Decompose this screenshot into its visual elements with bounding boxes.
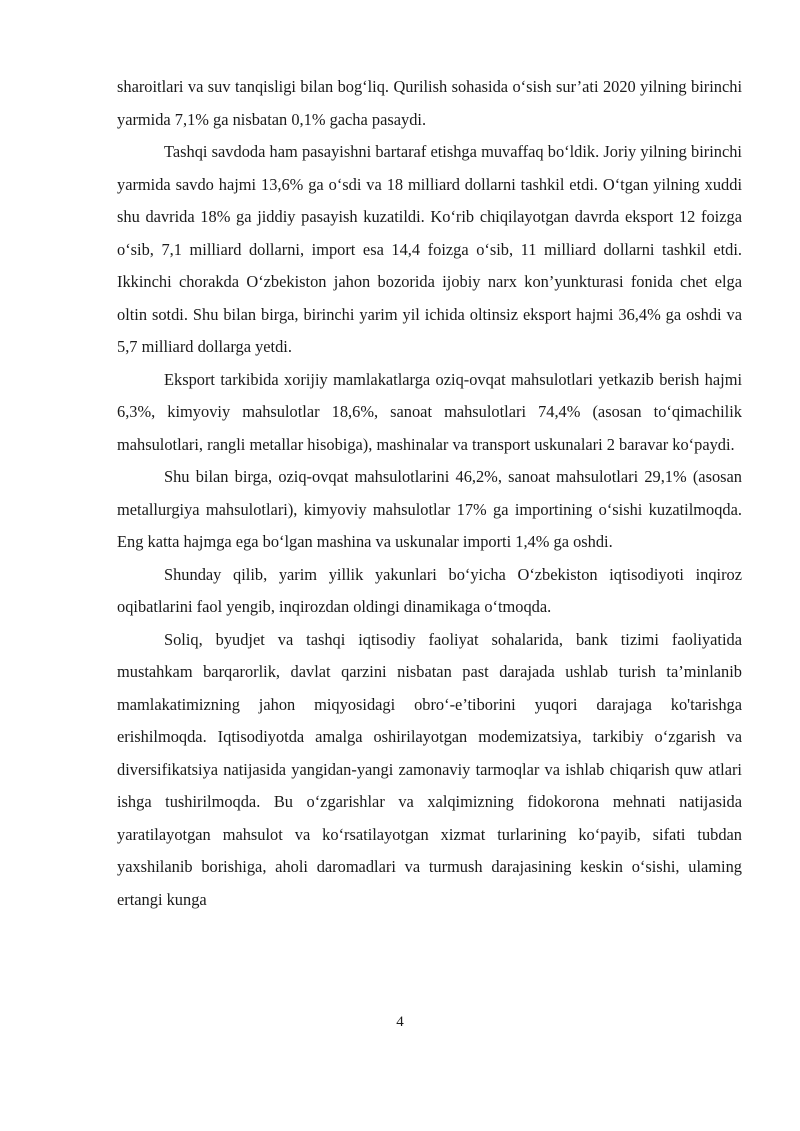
paragraph-6: Soliq, byudjet va tashqi iqtisodiy faoliyat sohalarida, bank tizimi faoliyatida mustahkam barqarorlik, davlat qarzini nisbatan past darajada ushlab turish ta’minlanib mamlakatimizning jahon miqyosidagi obro‘-e’tiborini yuqori darajaga ko'tarishga erishilmoqda. Iqtisodiyotda amalga oshirilayotgan modemizatsiya, tarkibiy o‘zgarish va diversifikatsiya natijasida yangidan-yangi zamonaviy tarmoqlar va ishlab chiqarish quw atlari ishga tushirilmoqda. Bu o‘zgarishlar va xalqimizning fidokorona mehnati natijasida yaratilayotgan mahsulot va ko‘rsatilayotgan xizmat turlarining ko‘payib, sifati tubdan yaxshilanib borishiga, aholi daromadlari va turmush darajasining keskin o‘sishi, ulaming ertangi kunga — [117, 629, 742, 909]
paragraph-3: Eksport tarkibida xorijiy mamlakatlarga oziq-ovqat mahsulotlari yetkazib berish hajmi 6,3%, kimyoviy mahsulotlar 18,6%, sanoat mahsulotlari 74,4% (asosan to‘qimachilik mahsulotlari, rangli metallar hisobiga), mashinalar va transport uskunalari 2 baravar ko‘paydi. — [117, 369, 742, 454]
body-text — [117, 71, 742, 916]
paragraph-2: Tashqi savdoda ham pasayishni bartaraf etishga muvaffaq bo‘ldik. Joriy yilning birinchi yarmida savdo hajmi 13,6% ga o‘sdi va 18 milliard dollarni tashkil etdi. O‘tgan yilning xuddi shu davrida 18% ga jiddiy pasayish kuzatildi. Ko‘rib chiqilayotgan davrda eksport 12 foizga o‘sib, 7,1 milliard dollarni, import esa 14,4 foizga o‘sib, 11 milliard dollarni tashkil etdi. Ikkinchi chorakda O‘zbekiston jahon bozorida ijobiy narx kon’yunkturasi fonida chet elga oltin sotdi. Shu bilan birga, birinchi yarim yil ichida oltinsiz eksport hajmi 36,4% ga oshdi va 5,7 milliard dollarga yetdi. — [117, 142, 742, 356]
page-number: 4 — [396, 1014, 404, 1030]
paragraph-4: Shu bilan birga, oziq-ovqat mahsulotlarini 46,2%, sanoat mahsulotlari 29,1% (asosan metallurgiya mahsulotlari), kimyoviy mahsulotlar 17% ga importining o‘sishi kuzatilmoqda. Eng katta hajmga ega bo‘lgan mashina va uskunalar importi 1,4% ga oshdi. — [117, 467, 742, 551]
paragraph-5: Shunday qilib, yarim yillik yakunlari bo‘yicha O‘zbekiston iqtisodiyoti inqiroz oqibatlarini faol yengib, inqirozdan oldingi dinamikaga o‘tmoqda. — [117, 564, 742, 616]
paragraph-1: sharoitlari va suv tanqisligi bilan bog‘liq. Qurilish sohasida o‘sish sur’ati 2020 yilning birinchi yarmida 7,1% ga nisbatan 0,1% gacha pasaydi. — [117, 77, 742, 129]
